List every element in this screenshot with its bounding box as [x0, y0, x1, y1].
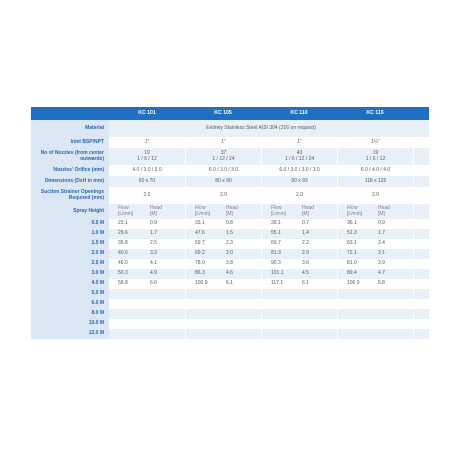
head-value: 2.2: [299, 239, 337, 249]
spray-height-label: 5.0 M: [31, 289, 109, 299]
head-value: [375, 309, 413, 319]
flow-value: 47.6: [185, 229, 223, 239]
flow-label: Flow [L/min]: [261, 204, 299, 219]
cell-value: 60 x 70: [109, 176, 185, 187]
cell-value: 1": [109, 137, 185, 148]
head-value: 4.5: [299, 269, 337, 279]
head-value: 3.8: [223, 259, 261, 269]
flow-value: 51.3: [337, 229, 375, 239]
table-row: [31, 229, 429, 239]
flow-value: 69.7: [261, 239, 299, 249]
flow-value: [261, 309, 299, 319]
cell-value: 4.0 / 3.0 / 3.0: [109, 165, 185, 176]
flow-value: 33.1: [185, 219, 223, 229]
head-value: [147, 299, 185, 309]
head-value: [299, 309, 337, 319]
material-row: [31, 120, 429, 137]
head-label: Head [M]: [223, 204, 261, 219]
flow-value: [185, 329, 223, 339]
head-value: [223, 309, 261, 319]
flow-label: Flow [L/min]: [109, 204, 147, 219]
flow-value: [185, 289, 223, 299]
flow-value: [261, 299, 299, 309]
table-row: [31, 249, 429, 259]
head-value: 4.9: [147, 269, 185, 279]
head-value: 1.7: [147, 229, 185, 239]
spray-height-label: 2.0 M: [31, 249, 109, 259]
model-header: KC 105: [185, 107, 261, 120]
head-value: 2.3: [223, 239, 261, 249]
flow-value: [337, 319, 375, 329]
head-value: 1.5: [223, 229, 261, 239]
head-value: [299, 329, 337, 339]
orifice-row: [31, 165, 429, 176]
table-row: [31, 259, 429, 269]
model-header: KC 101: [109, 107, 185, 120]
flow-value: [337, 309, 375, 319]
table-row: [31, 309, 429, 319]
dimensions-row: [31, 176, 429, 187]
cell-value: 6.0 / 3.0 / 3.0 / 3.0: [261, 165, 337, 176]
head-value: 0.7: [299, 219, 337, 229]
head-value: [375, 299, 413, 309]
head-value: [223, 299, 261, 309]
cell-value: 118 x 125: [337, 176, 413, 187]
flow-label: Flow [L/min]: [337, 204, 375, 219]
flow-value: [261, 319, 299, 329]
spec-table: [31, 107, 429, 339]
flow-value: 35.8: [109, 239, 147, 249]
flow-value: 23.1: [109, 219, 147, 229]
head-value: 0.8: [223, 219, 261, 229]
flow-value: 81.3: [261, 249, 299, 259]
head-value: 3.3: [147, 249, 185, 259]
spray-height-label: 8.0 M: [31, 309, 109, 319]
head-value: 4.6: [223, 269, 261, 279]
head-value: 3.6: [299, 259, 337, 269]
head-value: [375, 329, 413, 339]
cell-value: 90 x 93: [261, 176, 337, 187]
strainer-row: [31, 187, 429, 204]
flow-label: Flow [L/min]: [185, 204, 223, 219]
head-value: [147, 309, 185, 319]
spray-height-label: 1.0 M: [31, 229, 109, 239]
model-header: KC 110: [261, 107, 337, 120]
table-row: [31, 329, 429, 339]
head-value: 0.9: [147, 219, 185, 229]
head-value: 2.4: [375, 239, 413, 249]
spray-height-label: 2.5 M: [31, 259, 109, 269]
spray-height-label: 6.0 M: [31, 299, 109, 309]
spray-height-label: 12.0 M: [31, 329, 109, 339]
head-label: Head [M]: [147, 204, 185, 219]
cell-value: 1": [185, 137, 261, 148]
flow-value: 39.1: [261, 219, 299, 229]
table-row: [31, 269, 429, 279]
inlet-row: [31, 137, 429, 148]
cell-value: 6.0 / 3.0 / 3.0: [185, 165, 261, 176]
table-row: [31, 289, 429, 299]
cell-value: 19 1 / 6 / 12: [337, 148, 413, 165]
flow-value: [109, 289, 147, 299]
flow-value: 100.9: [185, 279, 223, 289]
flow-value: 46.0: [109, 259, 147, 269]
head-label: Head [M]: [299, 204, 337, 219]
flow-value: 58.8: [109, 279, 147, 289]
flow-value: 101.1: [261, 269, 299, 279]
flow-value: 40.6: [109, 249, 147, 259]
flow-value: 29.6: [109, 229, 147, 239]
head-value: [147, 289, 185, 299]
flow-value: 89.4: [337, 269, 375, 279]
head-value: [299, 319, 337, 329]
row-label: Spray Height: [31, 204, 109, 219]
header-empty: [31, 107, 109, 120]
row-label: Dimensions (DxH in mm): [31, 176, 109, 187]
head-value: 1.4: [299, 229, 337, 239]
table-row: [31, 219, 429, 229]
head-value: 4.7: [375, 269, 413, 279]
flow-value: 90.3: [261, 259, 299, 269]
head-value: [147, 329, 185, 339]
spray-height-label: 0.5 M: [31, 219, 109, 229]
cell-value: 19 1 / 6 / 12: [109, 148, 185, 165]
flow-value: [185, 309, 223, 319]
head-value: [375, 319, 413, 329]
head-value: 6.1: [299, 279, 337, 289]
head-value: 0.9: [375, 219, 413, 229]
head-value: 3.9: [375, 259, 413, 269]
table-row: [31, 319, 429, 329]
cell-value: 1¼": [337, 137, 413, 148]
head-value: [299, 289, 337, 299]
spray-header-row: [31, 204, 429, 219]
flow-value: [109, 329, 147, 339]
head-value: [223, 319, 261, 329]
flow-value: 72.1: [337, 249, 375, 259]
head-value: [223, 289, 261, 299]
model-header: KC 115: [337, 107, 413, 120]
cell-value: 1": [261, 137, 337, 148]
head-value: 6.1: [223, 279, 261, 289]
cell-value: 2.0: [109, 187, 185, 204]
flow-value: [337, 289, 375, 299]
flow-value: [261, 289, 299, 299]
header-empty: [413, 107, 429, 120]
head-label: Head [M]: [375, 204, 413, 219]
head-value: 5.8: [375, 279, 413, 289]
cell-value: 80 x 90: [185, 176, 261, 187]
cell-value: 43 1 / 6 / 12 / 24: [261, 148, 337, 165]
flow-value: 55.1: [261, 229, 299, 239]
head-value: [375, 289, 413, 299]
flow-value: 78.0: [185, 259, 223, 269]
flow-value: [337, 299, 375, 309]
head-value: 3.0: [223, 249, 261, 259]
flow-value: 50.3: [109, 269, 147, 279]
flow-value: [337, 329, 375, 339]
spray-height-label: 1.5 M: [31, 239, 109, 249]
flow-value: 86.3: [185, 269, 223, 279]
head-value: 3.1: [375, 249, 413, 259]
flow-value: [185, 299, 223, 309]
flow-value: [109, 309, 147, 319]
spray-height-label: 4.0 M: [31, 279, 109, 289]
row-label: Inlet BSP/NPT: [31, 137, 109, 148]
header-row: [31, 107, 429, 120]
flow-value: 106.0: [337, 279, 375, 289]
head-value: [147, 319, 185, 329]
flow-value: 81.0: [337, 259, 375, 269]
flow-value: [109, 299, 147, 309]
flow-value: [261, 329, 299, 339]
table-row: [31, 279, 429, 289]
head-value: 2.9: [299, 249, 337, 259]
row-label: Nozzles' Orifice (mm): [31, 165, 109, 176]
head-value: 2.5: [147, 239, 185, 249]
flow-value: [185, 319, 223, 329]
flow-value: 117.1: [261, 279, 299, 289]
head-value: [223, 329, 261, 339]
flow-value: 59.7: [185, 239, 223, 249]
table-row: [31, 299, 429, 309]
cell-value: 2.0: [337, 187, 413, 204]
table-row: [31, 239, 429, 249]
head-value: 1.7: [375, 229, 413, 239]
cell-value: 2.0: [185, 187, 261, 204]
spray-height-label: 3.0 M: [31, 269, 109, 279]
row-label: No of Nozzles (from center outwards): [31, 148, 109, 165]
row-label: Suction Strainer Openings Required (mm): [31, 187, 109, 204]
material-value: Entirely Stainless Steel AISI 304 (316 on request): [109, 120, 413, 137]
row-label: Material: [31, 120, 109, 137]
head-value: [299, 299, 337, 309]
cell-value: 37 1 / 12 / 24: [185, 148, 261, 165]
flow-value: 69.2: [185, 249, 223, 259]
flow-value: 63.1: [337, 239, 375, 249]
cell-value: 6.0 / 4.0 / 4.0: [337, 165, 413, 176]
head-value: 4.1: [147, 259, 185, 269]
head-value: 6.6: [147, 279, 185, 289]
spray-height-label: 10.0 M: [31, 319, 109, 329]
cell-value: 2.0: [261, 187, 337, 204]
flow-value: 36.1: [337, 219, 375, 229]
nozzles-row: [31, 148, 429, 165]
flow-value: [109, 319, 147, 329]
